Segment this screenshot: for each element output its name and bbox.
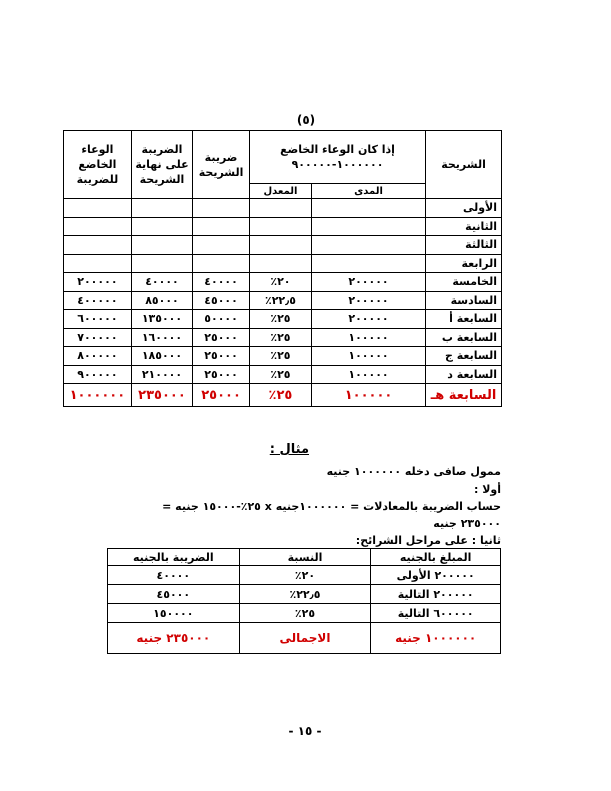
cell-pool	[64, 236, 132, 255]
cell-label: الثانية	[426, 217, 502, 236]
table-row	[64, 217, 502, 236]
table-row	[64, 328, 502, 347]
cell-rate: ٢٥٪	[249, 384, 311, 407]
header-taxable-pool	[64, 131, 132, 199]
cell-cum-tax	[131, 236, 192, 255]
cell-rate: ٢٥٪	[249, 365, 311, 384]
cell-amount: ٦٠٠٠٠٠ التالية	[371, 604, 501, 623]
total-amount: ١٠٠٠٠٠٠ جنيه	[371, 623, 501, 654]
cell-range: ٢٠٠٠٠٠	[311, 310, 425, 329]
cell-bracket-tax	[193, 236, 250, 255]
cell-pool: ٩٠٠٠٠٠	[64, 365, 132, 384]
cell-range	[311, 236, 425, 255]
cell-rate: ٢٥٪	[249, 310, 311, 329]
header-pool-tax-line2: الخاضع	[78, 158, 117, 171]
cell-amount: ٢٠٠٠٠٠ الأولى	[371, 566, 501, 585]
header-pool-line2: ١٠٠٠٠٠٠-٩٠٠٠٠٠	[291, 158, 384, 171]
cell-label: السابعة أ	[426, 310, 502, 329]
table-row	[64, 236, 502, 255]
example-table-header	[108, 549, 501, 566]
cell-range: ٢٠٠٠٠٠	[311, 273, 425, 292]
cell-cum-tax	[131, 217, 192, 236]
cell-bracket-tax: ٢٥٠٠٠	[193, 384, 250, 407]
total-tax: ٢٣٥٠٠٠ جنيه	[108, 623, 240, 654]
cell-label: الرابعة	[426, 254, 502, 273]
example-title: مثال :	[269, 442, 309, 457]
cell-cum-tax: ٨٥٠٠٠	[131, 291, 192, 310]
table-row	[64, 273, 502, 292]
header-cumulative-tax	[131, 131, 192, 199]
table-row	[64, 199, 502, 218]
cell-rate: ٢٥٪	[249, 347, 311, 366]
example-row	[108, 566, 501, 585]
cell-range: ١٠٠٠٠٠	[311, 347, 425, 366]
header-pool-line1: إذا كان الوعاء الخاضع	[280, 143, 395, 156]
cell-label: السابعة هـ	[426, 384, 502, 407]
cell-ratio: ٢٠٪	[239, 566, 371, 585]
table-row	[64, 291, 502, 310]
header-range: المدى	[311, 184, 425, 199]
header-bracket-tax	[193, 131, 250, 199]
cell-pool	[64, 217, 132, 236]
cell-range: ١٠٠٠٠٠	[311, 384, 425, 407]
header-tax: الضريبة بالجنيه	[108, 549, 240, 566]
cell-range	[311, 254, 425, 273]
cell-range: ١٠٠٠٠٠	[311, 328, 425, 347]
cell-pool: ٨٠٠٠٠٠	[64, 347, 132, 366]
page-footer-number: - ١٥ -	[288, 724, 322, 738]
page-marker: (٥)	[296, 113, 316, 127]
header-cum-tax-line2: على نهاية	[135, 158, 189, 171]
cell-bracket-tax	[193, 217, 250, 236]
example-line-1: ممول صافى دخله ١٠٠٠٠٠٠ جنيه	[326, 465, 501, 478]
cell-range	[311, 199, 425, 218]
cell-bracket-tax: ٤٠٠٠٠	[193, 273, 250, 292]
header-rate: المعدل	[249, 184, 311, 199]
header-pool-tax-line3: للضريبة	[76, 173, 119, 186]
cell-label: السادسة	[426, 291, 502, 310]
cell-bracket-tax: ٥٠٠٠٠	[193, 310, 250, 329]
cell-label: السابعة ج	[426, 347, 502, 366]
cell-bracket-tax: ٢٥٠٠٠	[193, 328, 250, 347]
cell-pool	[64, 254, 132, 273]
header-pool-range	[249, 131, 425, 184]
cell-label: السابعة ب	[426, 328, 502, 347]
cell-bracket-tax: ٢٥٠٠٠	[193, 365, 250, 384]
example-total-row	[108, 623, 501, 654]
table-row	[64, 365, 502, 384]
example-row	[108, 585, 501, 604]
cell-pool: ٦٠٠٠٠٠	[64, 310, 132, 329]
cell-amount: ٢٠٠٠٠٠ التالية	[371, 585, 501, 604]
cell-pool: ٢٠٠٠٠٠	[64, 273, 132, 292]
cell-cum-tax: ١٨٥٠٠٠	[131, 347, 192, 366]
cell-range: ٢٠٠٠٠٠	[311, 291, 425, 310]
cell-bracket-tax: ٢٥٠٠٠	[193, 347, 250, 366]
header-pool-tax-line1: الوعاء	[81, 143, 114, 156]
example-table	[107, 548, 501, 654]
cell-cum-tax: ٢٣٥٠٠٠	[131, 384, 192, 407]
cell-rate: ٢٥٪	[249, 328, 311, 347]
cell-pool	[64, 199, 132, 218]
cell-bracket-tax: ٤٥٠٠٠	[193, 291, 250, 310]
cell-cum-tax: ٤٠٠٠٠	[131, 273, 192, 292]
table-header-row	[64, 131, 502, 184]
table-row	[64, 254, 502, 273]
cell-range	[311, 217, 425, 236]
header-cum-tax-line1: الضريبة	[141, 143, 183, 156]
cell-pool: ٧٠٠٠٠٠	[64, 328, 132, 347]
cell-ratio: ٢٥٪	[239, 604, 371, 623]
cell-ratio: ٢٢٫٥٪	[239, 585, 371, 604]
cell-pool: ٤٠٠٠٠٠	[64, 291, 132, 310]
cell-rate	[249, 254, 311, 273]
cell-cum-tax	[131, 199, 192, 218]
header-cum-tax-line3: الشريحة	[139, 173, 185, 186]
cell-rate	[249, 236, 311, 255]
cell-rate: ٢٠٪	[249, 273, 311, 292]
cell-bracket-tax	[193, 199, 250, 218]
cell-cum-tax: ٢١٠٠٠٠	[131, 365, 192, 384]
header-bracket-tax-line2: الشريحة	[198, 165, 244, 179]
cell-label: الأولى	[426, 199, 502, 218]
cell-label: السابعة د	[426, 365, 502, 384]
tax-brackets-table	[63, 130, 502, 407]
header-bracket: الشريحة	[426, 131, 502, 199]
cell-cum-tax	[131, 254, 192, 273]
cell-rate: ٢٢٫٥٪	[249, 291, 311, 310]
example-line-2: أولا :	[473, 483, 501, 496]
header-ratio: النسبة	[239, 549, 371, 566]
example-line-3: حساب الضريبة بالمعادلات = ١٠٠٠٠٠٠جنيه x ٢٥٪-١٥٠٠٠ جنيه =	[162, 500, 501, 513]
cell-tax: ١٥٠٠٠٠	[108, 604, 240, 623]
total-label: الاجمالى	[239, 623, 371, 654]
cell-rate	[249, 217, 311, 236]
header-amount: المبلغ بالجنيه	[371, 549, 501, 566]
cell-range: ١٠٠٠٠٠	[311, 365, 425, 384]
cell-rate	[249, 199, 311, 218]
table-row-last	[64, 384, 502, 407]
cell-tax: ٤٠٠٠٠	[108, 566, 240, 585]
cell-bracket-tax	[193, 254, 250, 273]
cell-cum-tax: ١٦٠٠٠٠	[131, 328, 192, 347]
table-row	[64, 310, 502, 329]
cell-label: الخامسة	[426, 273, 502, 292]
table-row	[64, 347, 502, 366]
example-row	[108, 604, 501, 623]
cell-cum-tax: ١٣٥٠٠٠	[131, 310, 192, 329]
cell-pool: ١٠٠٠٠٠٠	[64, 384, 132, 407]
example-line-5: ثانيا : على مراحل الشرائح:	[355, 534, 501, 547]
cell-label: الثالثة	[426, 236, 502, 255]
example-line-4: ٢٣٥٠٠٠ جنيه	[433, 517, 501, 530]
header-bracket-tax-line1: ضريبة	[204, 150, 238, 164]
cell-tax: ٤٥٠٠٠	[108, 585, 240, 604]
